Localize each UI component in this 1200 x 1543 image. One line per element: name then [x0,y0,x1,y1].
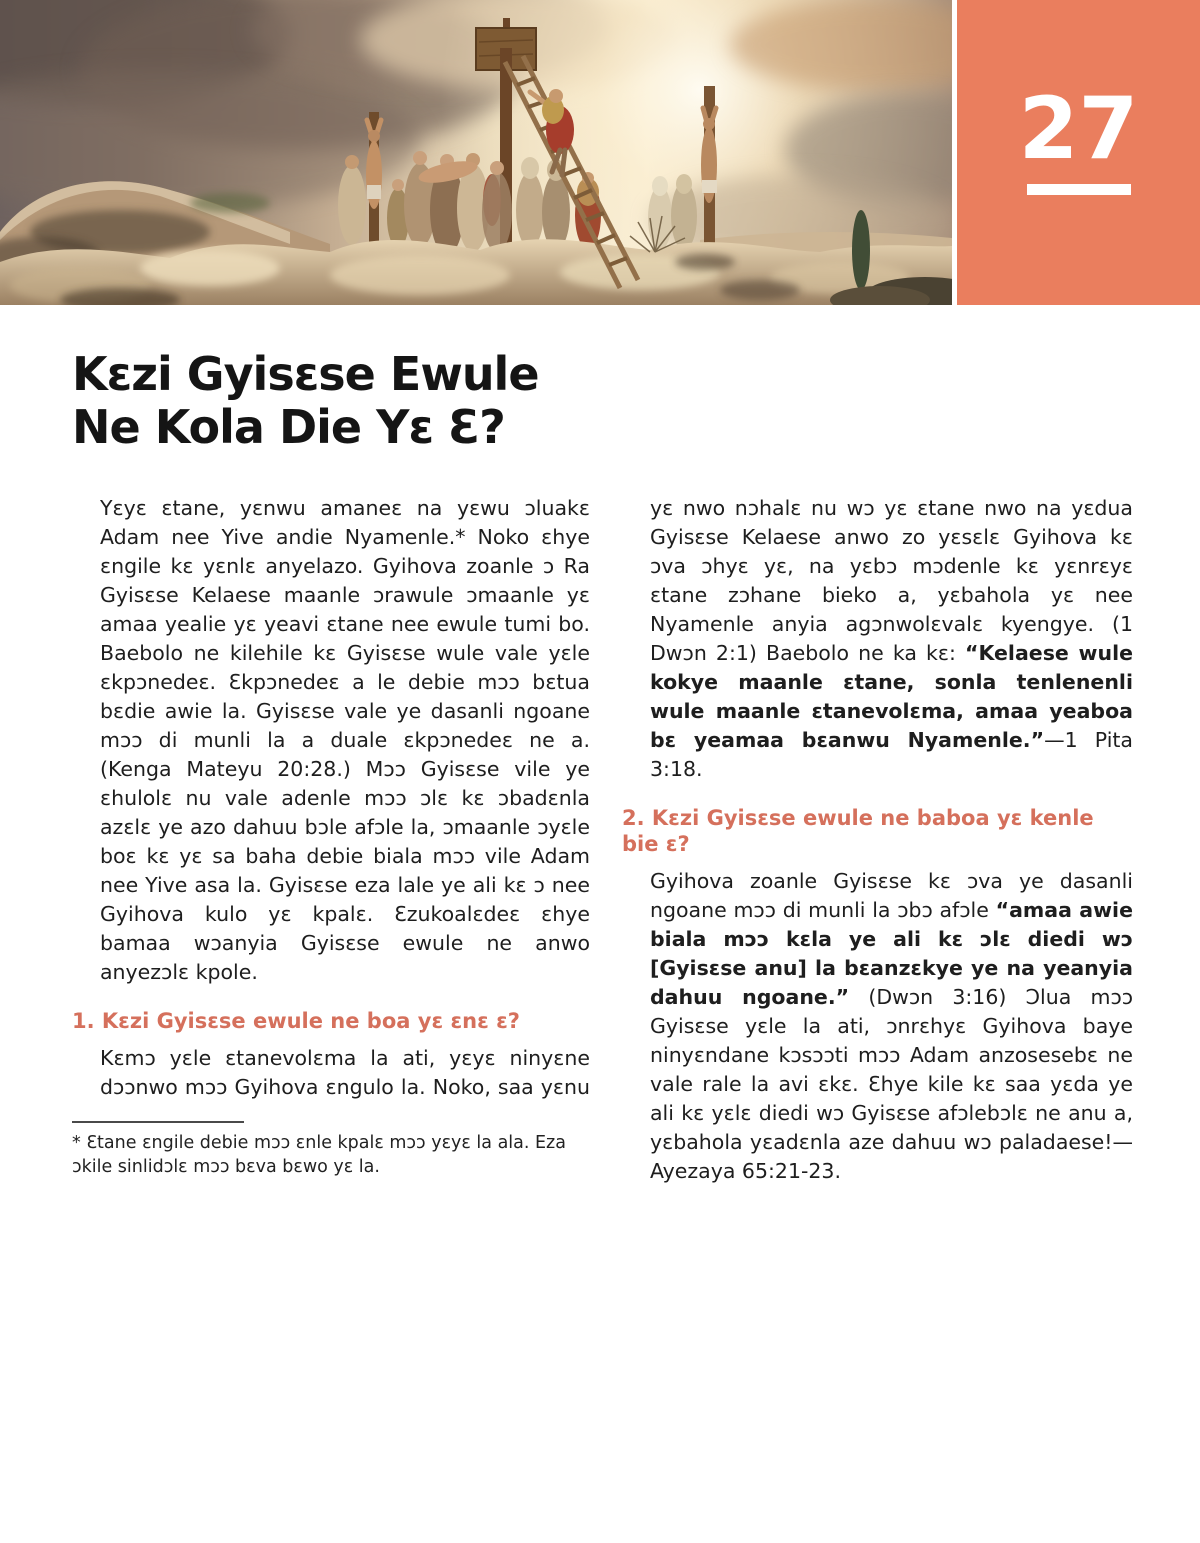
question-1-heading: 1. Kɛzi Gyisɛse ewule ne boa yɛ ɛnɛ ɛ? [72,1009,520,1033]
scripture-quote-2: “amaa awie biala mɔɔ kɛla ye ali kɛ ɔlɛ diedi wɔ [Gyisɛse anu] la bɛanzɛkye ye na yeanyia dahuu ngoane.” [650,898,1133,1009]
page-title-line2: Ne Kola Die Yɛ Ɛ? [72,400,505,454]
question-2-heading: 2. Kɛzi Gyisɛse ewule ne baboa yɛ kenle bie ɛ? [622,806,1094,856]
scripture-quote-1: “Kelaese wule kokye maanle ɛtane, sonla tenlenenli wule maanle ɛtanevolɛma, amaa yeaboa bɛ yeamaa bɛanwu Nyamenle.” [650,641,1133,752]
answer-1-paragraph: Kɛmɔ yɛle ɛtanevolɛma la ati, yɛyɛ ninyɛne dɔɔnwo mɔɔ Gyihova ɛngulo la. Noko, saa yɛnu [100,1046,590,1099]
footnote-divider [72,1121,244,1123]
lesson-number: 27 [1018,79,1139,179]
chapter-header-photo [0,0,952,305]
crucifixion-scene-art [0,0,952,305]
scripture-reference-1: —1 Pita 3:18. [650,728,1133,781]
page-title-line1: Kɛzi Gyisɛse Ewule [72,347,539,401]
paragraph-text: (Dwɔn 3:16) Ɔlua mɔɔ Gyisɛse yɛle la ati, ɔnrɛhyɛ Gyihova baye ninyɛndane kɔsɔɔti mɔɔ Adam anzosesebɛ ne vale rale la avi ɛkɛ. Ɛhye kile kɛ saa yɛda ye ali kɛ yɛlɛ diedi wɔ Gyisɛse afɔlebɔlɛ ne anu a, yɛbahola yɛadɛnla aze dahuu wɔ paladaese!—Ayezaya 65:21-23. [650,985,1134,1183]
paragraph-text: yɛ nwo nɔhalɛ nu wɔ yɛ ɛtane nwo na yɛdua Gyisɛse Kelaese anwo zo yɛsɛlɛ Gyihova kɛ ɔva ɔhyɛ yɛ, na yɛbɔ mɔdenle kɛ yɛnrɛyɛ ɛtane zɔhane bieko a, yɛbahola yɛ nee Nyamenle anyia agɔnwolɛvalɛ kyengye. (1 Dwɔn 2:1) Baebolo ne ka kɛ: [650,496,1133,665]
footnote: * Ɛtane ɛngile debie mɔɔ ɛnle kpalɛ mɔɔ yɛyɛ la ala. Eza ɔkile sinlidɔlɛ mɔɔ bɛva bɛwo yɛ la. [72,1133,566,1177]
lesson-number-box [957,0,1200,305]
paragraph-text: Gyihova zoanle Gyisɛse kɛ ɔva ye dasanli ngoane mɔɔ di munli la ɔbɔ afɔle [650,869,1133,922]
intro-paragraph: Yɛyɛ ɛtane, yɛnwu amaneɛ na yɛwu ɔluakɛ Adam nee Yive andie Nyamenle.* Noko ɛhye ɛngile kɛ yɛnlɛ anyelazo. Gyihova zoanle ɔ Ra Gyisɛse Kelaese maanle ɔrawule ɔmaanle yɛ amaa yealie yɛ yeavi ɛtane nee ewule tumi bo. Baebolo ne kilehile kɛ Gyisɛse wule vale yɛle ɛkpɔnedeɛ. Ɛkpɔnedeɛ a le debie mɔɔ bɛtua bɛdie awie la. Gyisɛse vale ye dasanli ngoane mɔɔ di munli la a duale ɛkpɔnedeɛ ne a. (Kenga Mateyu 20:28.) Mɔɔ Gyisɛse vile ye ɛhulolɛ nu vale adenle mɔɔ ɔlɛ kɛ ɔbadɛnla azɛlɛ ye azo dahuu bɔle afɔle la, ɔmaanle ɔyɛle boɛ kɛ yɛ sa baha debie biala mɔɔ vile Adam nee Yive asa la. Gyisɛse eza lale ye ali kɛ ɔ nee Gyihova kulo yɛ kpalɛ. Ɛzukoalɛdeɛ ɛhye bamaa wɔanyia Gyisɛse ewule ne anwo anyezɔlɛ kpole. [100,496,590,984]
column-left [72,494,590,1179]
answer-2-paragraph [650,867,1133,1186]
lesson-number-underline [1027,184,1131,195]
answer-1-paragraph-continued [650,494,1133,784]
column-right [622,494,1133,1186]
page-title [72,348,539,454]
